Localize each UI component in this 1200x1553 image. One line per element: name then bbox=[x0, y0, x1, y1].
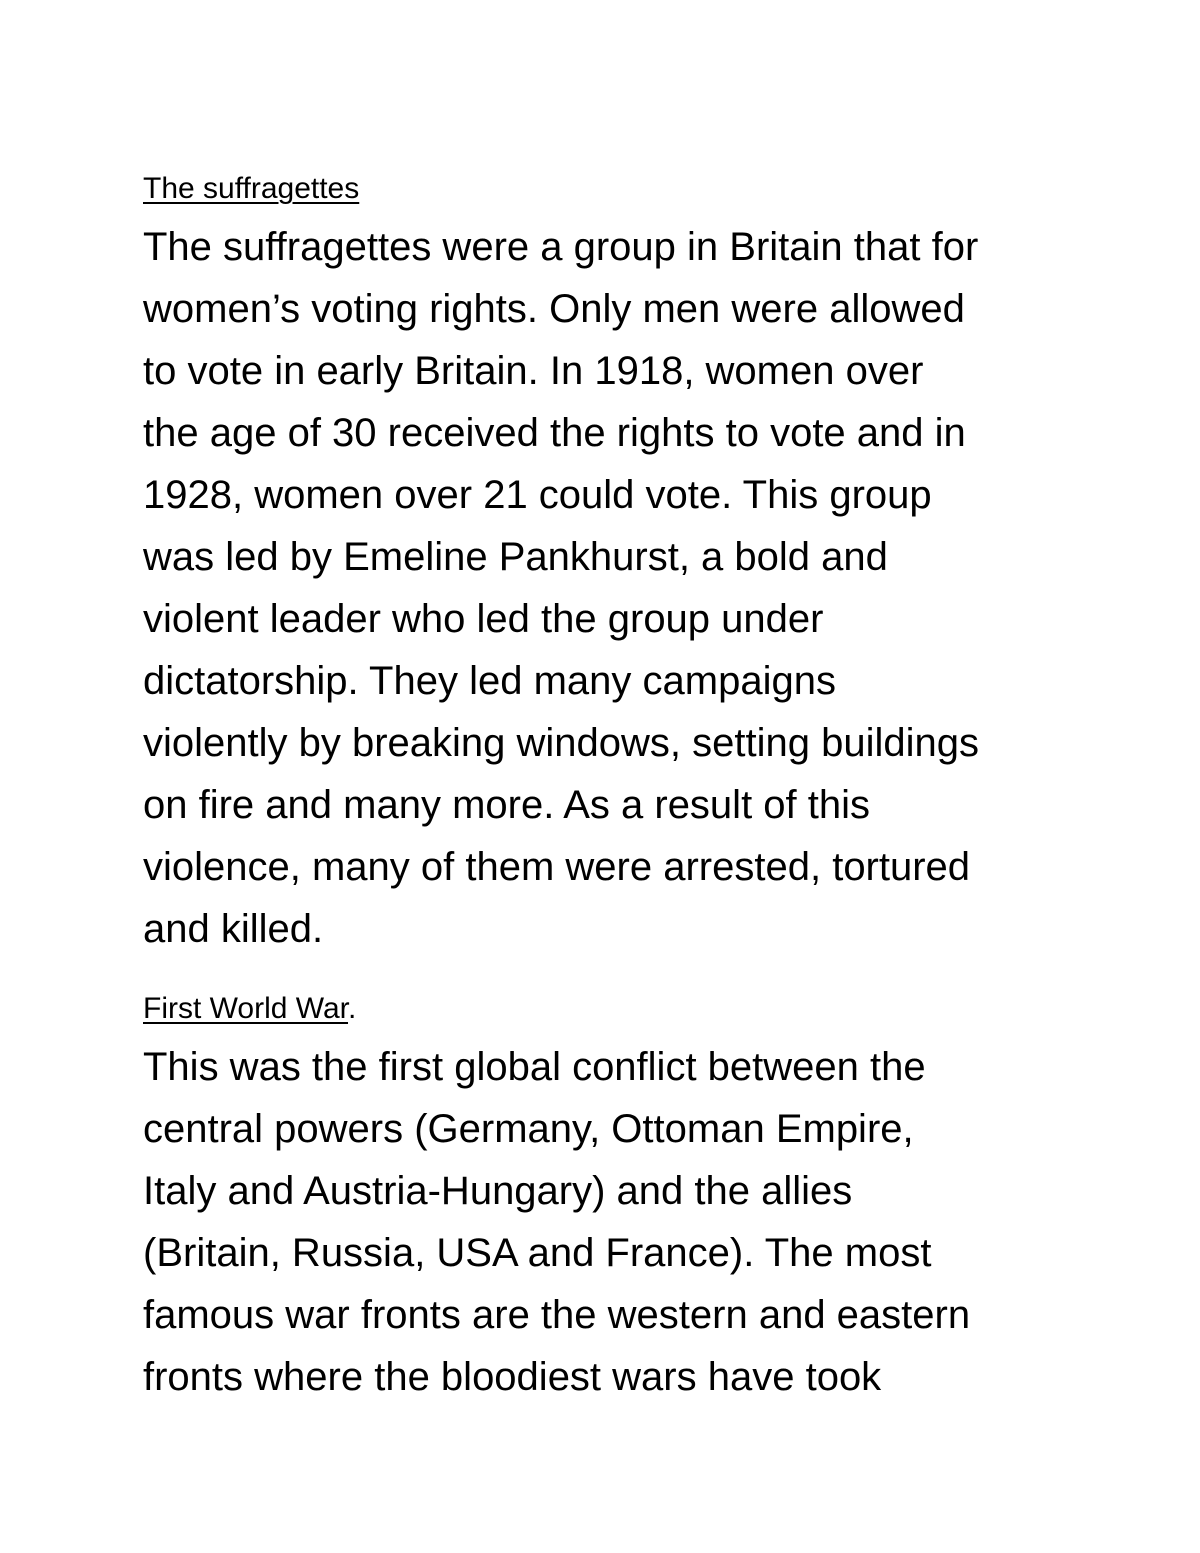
heading-suffix: . bbox=[348, 992, 357, 1025]
text-line: famous war fronts are the western and eastern bbox=[143, 1293, 971, 1337]
text-line: women’s voting rights. Only men were allowed bbox=[143, 287, 965, 331]
text-line: (Britain, Russia, USA and France). The most bbox=[143, 1231, 932, 1275]
text-line: was led by Emeline Pankhurst, a bold and bbox=[143, 535, 888, 579]
section-heading-suffragettes bbox=[143, 170, 1103, 208]
heading-text: First World War bbox=[143, 992, 349, 1025]
text-line: fronts where the bloodiest wars have took bbox=[143, 1355, 882, 1399]
section-heading-first-world-war bbox=[143, 990, 1103, 1028]
text-line: central powers (Germany, Ottoman Empire, bbox=[143, 1107, 914, 1151]
text-line: The suffragettes were a group in Britain that for bbox=[143, 225, 979, 269]
text-line: violent leader who led the group under bbox=[143, 597, 824, 641]
text-line: and killed. bbox=[143, 907, 324, 951]
text-line: This was the first global conflict between the bbox=[143, 1045, 926, 1089]
text-line: Italy and Austria-Hungary) and the allies bbox=[143, 1169, 853, 1213]
text-line: dictatorship. They led many campaigns bbox=[143, 659, 836, 703]
text-line: 1928, women over 21 could vote. This group bbox=[143, 473, 932, 517]
paragraph-first-world-war bbox=[143, 1036, 1103, 1408]
text-line: violence, many of them were arrested, tortured bbox=[143, 845, 971, 889]
text-line: on fire and many more. As a result of this bbox=[143, 783, 871, 827]
paragraph-suffragettes bbox=[143, 216, 1103, 960]
text-line: the age of 30 received the rights to vote and in bbox=[143, 411, 966, 455]
heading-text: The suffragettes bbox=[143, 172, 360, 205]
text-line: violently by breaking windows, setting buildings bbox=[143, 721, 980, 765]
text-line: to vote in early Britain. In 1918, women over bbox=[143, 349, 924, 393]
